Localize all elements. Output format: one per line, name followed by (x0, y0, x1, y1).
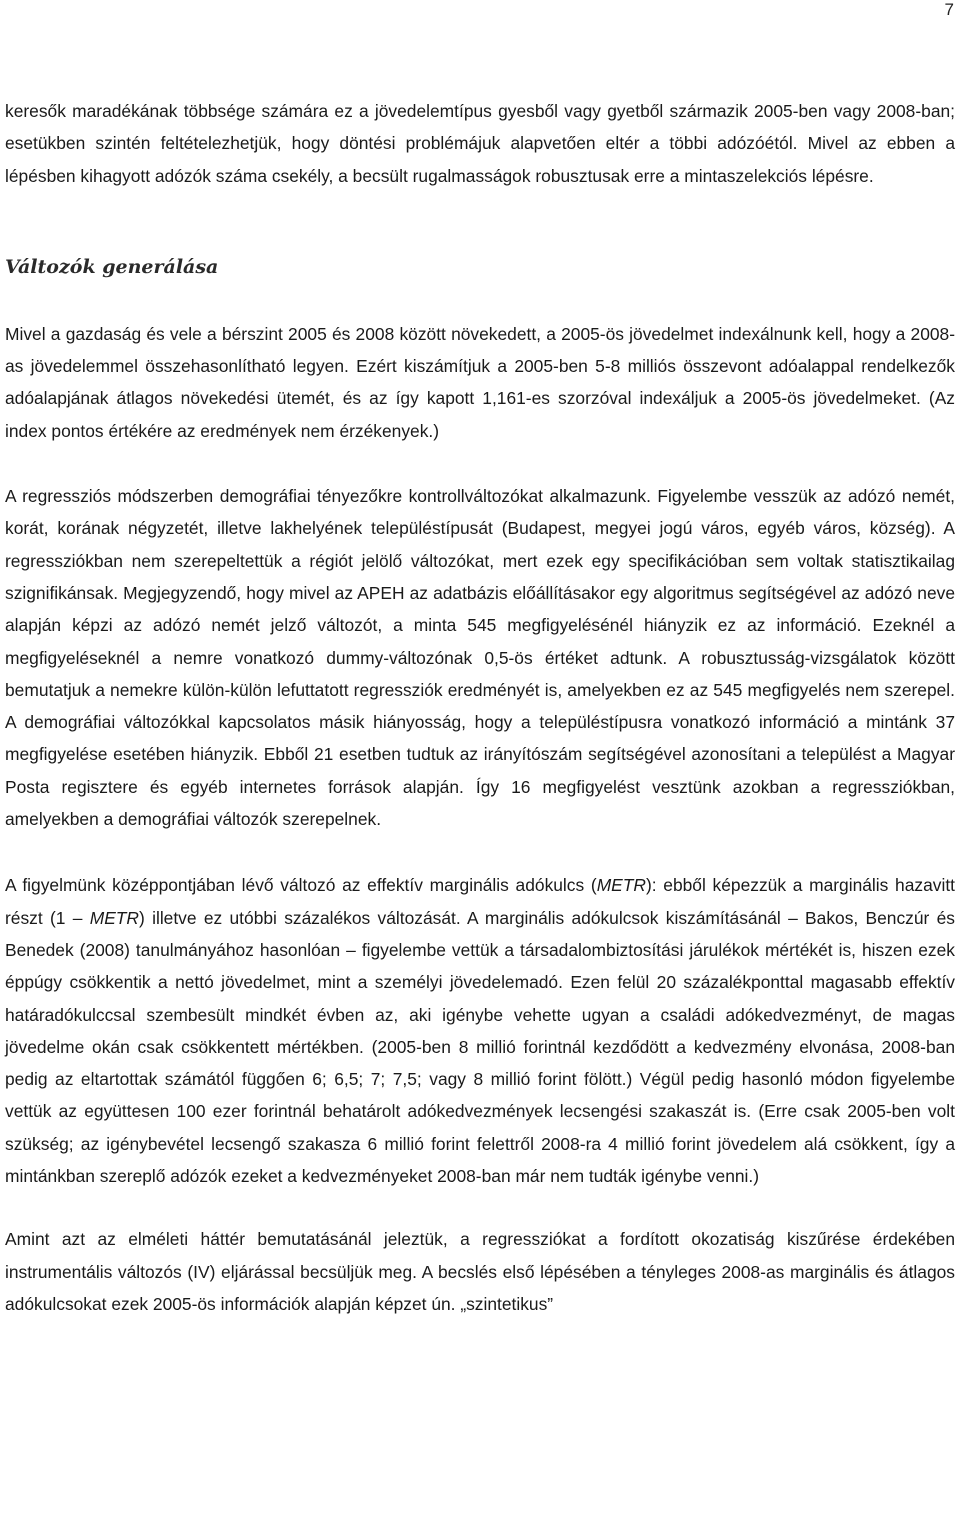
metr-text-c: ) illetve ez utóbbi százalékos változását. A marginális adókulcsok kiszámításánál – Bakos, Benczúr és Benedek (2008) tanulmányához hasonlóan – figyelembe vettük a társadalombiztosítási járulékok mértékét is, hiszen ezek éppúgy csökkentik a nettó jövedelmet, mint a személyi jövedelemadó. Ezen felül 20 százalékponttal magasabb effektív határadókulccsal szembesült mindkét évben az, aki igénybe vehette ugyan a családi adókedvezményt, de magas jövedelme okán csak csökkentett mértékben. (2005-ben 8 millió forintnál kezdődött a kedvezmény elvonása, 2008-ban pedig az eltartottak számától függően 6; 6,5; 7; 7,5; vagy 8 millió forint fölött.) Végül pedig hasonló módon figyelembe vettük az együttesen 100 ezer forintnál behatárolt adókedvezmények lecsengési szakaszát is. (Erre csak 2005-ben volt szükség; az igénybevétel lecsengő szakasza 6 millió forint felettről 2008-ra 4 millió forint jövedelem alá csökkent, így a mintánkban szereplő adózók ezeket a kedvezményeket 2008-ban már nem tudták igénybe venni.) (5, 907, 955, 1187)
metr-text-b: ): ebből képezzük a marginális hazavitt részt (1 – (5, 875, 955, 928)
paragraph-indexing: Mivel a gazdaság és vele a bérszint 2005 és 2008 között növekedett, a 2005-ös jövedelmet indexálnunk kell, hogy a 2008-as jövedelemmel összehasonlítható legyen. Ezért kiszámítjuk a 2005-ben 5-8 milliós összevont adóalappal rendelkezők adóalapjának átlagos növekedési ütemét, és az így kapott 1,161-es szorzóval indexáljuk a 2005-ös jövedelmeket. (Az index pontos értékére az eredmények nem érzékenyek.) (5, 323, 955, 441)
paragraph-controls: A regressziós módszerben demográfiai tényezőkre kontrollváltozókat alkalmazunk. Figyelembe vesszük az adózó nemét, korát, korának négyzetét, illetve lakhelyének településtípusát (Budapest, megyei jogú város, egyéb város, község). A regressziókban nem szerepeltettük a régiót jelölő változókat, mert ezek egy specifikációban sem voltak statisztikailag szignifikánsak. Megjegyzendő, hogy mivel az APEH az adatbázis előállításakor egy algoritmus segítségével az adózó neve alapján képzi az adózó nemét jelző változót, a minta 545 megfigyelésénél hiányzik ez az információ. Ezeknél a megfigyeléseknél a nemre vonatkozó dummy-változónak 0,5-ös értéket adtunk. A robusztusság-vizsgálatok között bemutatjuk a nemekre külön-külön lefuttatott regressziók eredményét is, amelyekben ez az 545 megfigyelés nem szerepel. A demográfiai változókkal kapcsolatos másik hiányosság, hogy a településtípusra vonatkozó információ a mintánk 37 megfigyelése esetében hiányzik. Ebből 21 esetben tudtuk az irányítószám segítségével azonosítani a települést a Magyar Posta regisztere és egyéb internetes források alapján. Így 16 megfigyelést vesztünk azokban a regressziókban, amelyekben a demográfiai változók szerepelnek. (5, 486, 955, 830)
section-heading: Változók generálása (5, 255, 219, 278)
document-body (5, 95, 955, 1320)
paragraph-iv: Amint azt az elméleti háttér bemutatásánál jeleztük, a regressziókat a fordított okozatiság kiszűrése érdekében instrumentális változós (IV) eljárással becsüljük meg. A becslés első lépésében a tényleges 2008-as marginális és átlagos adókulcsokat ezek 2005-ös információk alapján képzet ún. „szintetikus” (5, 1229, 955, 1314)
metr-text-a: A figyelmünk középpontjában lévő változó az effektív marginális adókulcs ( (5, 875, 597, 896)
page-number: 7 (944, 0, 954, 19)
metr-term: METR (89, 907, 139, 928)
paragraph-intro: keresők maradékának többsége számára ez a jövedelemtípus gyesből vagy gyetből származik 2005-ben vagy 2008-ban; esetükben szintén feltételezhetjük, hogy döntési problémájuk alapvetően eltér a többi adózóétól. Mivel az ebben a lépésben kihagyott adózók száma csekély, a becsült rugalmasságok robusztusak erre a mintaszelekciós lépésre. (5, 101, 955, 186)
metr-term: METR (596, 875, 646, 896)
paragraph-metr (5, 869, 955, 1192)
